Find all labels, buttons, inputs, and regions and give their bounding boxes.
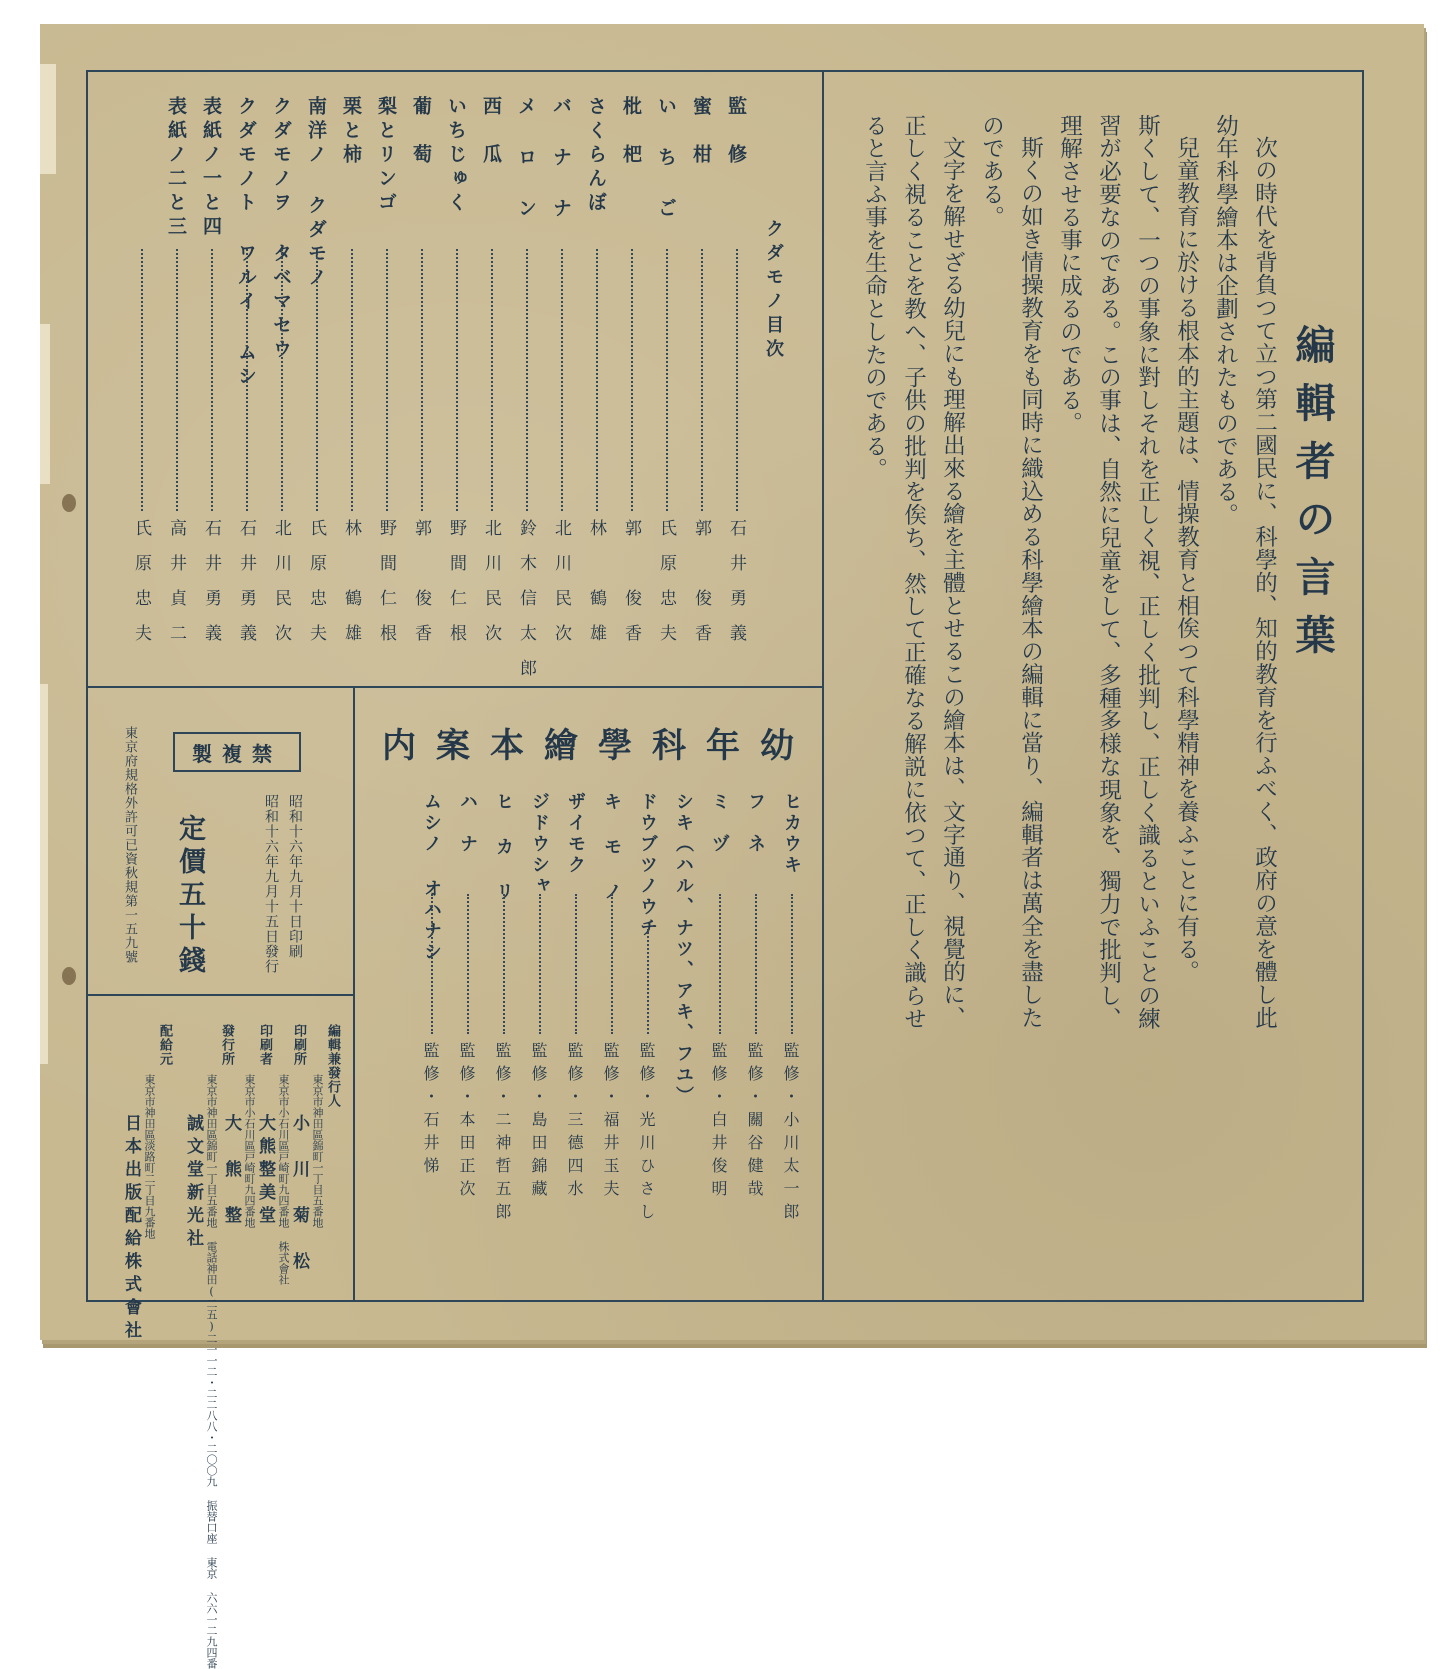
staff-address: 東京市神田區錦町一丁目五番地 bbox=[311, 1074, 324, 1228]
toc-title: クダモノ目次 bbox=[763, 219, 784, 363]
guide-entry-supervisor: 監修・島田錦藏 bbox=[529, 1042, 548, 1203]
editor-words-line: 斯くの如き情操教育をも同時に織込める科學繪本の編輯に當り、編輯者は萬全を盡した bbox=[1017, 136, 1044, 1030]
guide-entry-supervisor: 監修・三德四水 bbox=[565, 1042, 584, 1203]
toc-entry-name: 郭 俊香 bbox=[691, 519, 711, 659]
guide-leader-dots bbox=[539, 894, 541, 1034]
staff-role: 印刷者 bbox=[257, 1024, 272, 1066]
guide-entry-title: フ ネ bbox=[745, 792, 766, 855]
guide-leader-dots bbox=[719, 894, 721, 1034]
staff-role: 發行所 bbox=[219, 1024, 234, 1066]
binding-hole-icon bbox=[62, 967, 76, 985]
staff-address: 東京市神田區淡路町二丁目九番地 bbox=[143, 1074, 156, 1239]
staff-address: 東京市小石川區戸崎町九四番地 bbox=[243, 1074, 256, 1228]
toc-entry-title: 蜜 柑 bbox=[690, 96, 712, 168]
toc-entry-name: 林 鶴雄 bbox=[341, 519, 361, 659]
toc-entry-name: 石井勇義 bbox=[201, 519, 221, 659]
toc-leader-dots bbox=[246, 249, 248, 511]
staff-role: 編輯兼發行人 bbox=[325, 1024, 340, 1108]
staff-name: 小 川 菊 松 bbox=[289, 1114, 309, 1275]
torn-edge bbox=[40, 64, 56, 174]
guide-leader-dots bbox=[791, 894, 793, 1034]
guide-entry-title: ムシノ オハナシ bbox=[421, 792, 442, 963]
guide-entry-supervisor: 監修・光川ひさし bbox=[637, 1042, 656, 1226]
guide-entry-title: シキ（ハル、ナツ、アキ、フユ） bbox=[673, 792, 694, 1107]
issue-date: 昭和十六年九月十五日發行 bbox=[263, 794, 279, 974]
toc-leader-dots bbox=[526, 249, 528, 511]
guide-title: 幼年科學繪本案内 bbox=[382, 726, 814, 766]
guide-entry-title: ヒカウキ bbox=[781, 792, 802, 876]
toc-leader-dots bbox=[701, 249, 703, 511]
toc-entry-title: 梨とリンゴ bbox=[375, 96, 397, 216]
toc-entry-title: 栗と柿 bbox=[340, 96, 362, 168]
toc-entry-name: 石井勇義 bbox=[726, 519, 746, 659]
toc-entry-title: い ち ご bbox=[655, 96, 677, 222]
toc-leader-dots bbox=[596, 249, 598, 511]
editor-words-line: 文字を解せざる幼兒にも理解出來る繪を主體とせるこの繪本は、文字通り、視覺的に、 bbox=[939, 136, 966, 1030]
price: 定價五十錢 bbox=[174, 814, 205, 979]
toc-leader-dots bbox=[666, 249, 668, 511]
editor-words-line: 理解させる事に成るのである。 bbox=[1056, 114, 1083, 435]
torn-edge bbox=[40, 324, 50, 484]
guide-leader-dots bbox=[575, 894, 577, 1034]
toc-entry-title: 監 修 bbox=[725, 96, 747, 168]
editor-words-line: のである。 bbox=[978, 114, 1005, 229]
toc-entry-title: メ ロ ン bbox=[515, 96, 537, 222]
stamp-text: 禁複製 bbox=[192, 741, 282, 766]
toc-entry-name: 郭 俊香 bbox=[621, 519, 641, 659]
toc-leader-dots bbox=[421, 249, 423, 511]
staff-name: 大 熊 整 bbox=[221, 1114, 241, 1229]
guide-leader-dots bbox=[611, 894, 613, 1034]
no-reproduction-stamp bbox=[173, 732, 301, 772]
divider-toc-bottom bbox=[86, 686, 824, 688]
toc-entry-name: 高井貞二 bbox=[166, 519, 186, 659]
torn-edge bbox=[40, 684, 48, 1064]
toc-entry-name: 野間仁根 bbox=[446, 519, 466, 659]
toc-leader-dots bbox=[386, 249, 388, 511]
toc-leader-dots bbox=[351, 249, 353, 511]
staff-name: 誠文堂新光社 bbox=[183, 1114, 203, 1252]
guide-entry-title: ドウブツノウチ bbox=[637, 792, 658, 939]
toc-leader-dots bbox=[316, 249, 318, 511]
toc-entry-name: 氏原忠夫 bbox=[131, 519, 151, 659]
toc-entry-title: クダモノト ワルイ ムシ bbox=[235, 96, 257, 390]
guide-entry-supervisor: 監修・小川太一郎 bbox=[781, 1042, 800, 1226]
toc-entry-name: 鈴木信太郎 bbox=[516, 519, 536, 694]
toc-leader-dots bbox=[211, 249, 213, 511]
guide-leader-dots bbox=[503, 894, 505, 1034]
binding-hole-icon bbox=[62, 494, 76, 512]
toc-entry-name: 北川民次 bbox=[551, 519, 571, 659]
staff-role: 印刷所 bbox=[291, 1024, 306, 1066]
toc-leader-dots bbox=[491, 249, 493, 511]
guide-entry-title: ザイモク bbox=[565, 792, 586, 876]
print-date: 昭和十六年九月十日印刷 bbox=[287, 794, 303, 959]
editor-words-line: 兒童教育に於ける根本的主題は、情操教育と相俟つて科學精神を養ふことに有る。 bbox=[1173, 136, 1200, 984]
toc-leader-dots bbox=[561, 249, 563, 511]
staff-address: 東京市小石川區戸崎町九四番地 株式會社 bbox=[277, 1074, 290, 1285]
toc-leader-dots bbox=[456, 249, 458, 511]
toc-entry-name: 北川民次 bbox=[481, 519, 501, 659]
toc-leader-dots bbox=[176, 249, 178, 511]
guide-leader-dots bbox=[647, 929, 649, 1034]
guide-entry-title: ミ ヅ bbox=[709, 792, 730, 855]
toc-entry-title: 表紙ノ一と四 bbox=[200, 96, 222, 240]
editor-words-line: 習が必要なのである。この事は、自然に兒童をして、多種多様な現象を、獨力で批判し、 bbox=[1095, 114, 1122, 1030]
staff-name: 日本出版配給株式會社 bbox=[121, 1114, 141, 1344]
toc-leader-dots bbox=[736, 249, 738, 511]
guide-entry-supervisor: 監修・關谷健哉 bbox=[745, 1042, 764, 1203]
toc-leader-dots bbox=[631, 249, 633, 511]
guide-leader-dots bbox=[431, 894, 433, 1034]
toc-entry-title: 南洋ノ クダモノ bbox=[305, 96, 327, 291]
guide-entry-title: キ モ ノ bbox=[601, 792, 622, 903]
toc-entry-title: バ ナ ナ bbox=[550, 96, 572, 222]
guide-entry-title: ジドウシャ bbox=[529, 792, 550, 897]
guide-entry-title: ハ ナ bbox=[457, 792, 478, 855]
toc-leader-dots bbox=[141, 249, 143, 511]
guide-entry-supervisor: 監修・白井俊明 bbox=[709, 1042, 728, 1203]
editor-words-line: 斯くして、一つの事象に對しそれを正しく視、正しく批判し、正しく識るといふことの練 bbox=[1134, 114, 1161, 1030]
guide-entry-supervisor: 監修・二神哲五郎 bbox=[493, 1042, 512, 1226]
toc-entry-name: 野間仁根 bbox=[376, 519, 396, 659]
toc-entry-name: 郭 俊香 bbox=[411, 519, 431, 659]
guide-entry-title: ヒ カ リ bbox=[493, 792, 514, 903]
divider-colophon-staff bbox=[86, 994, 354, 996]
guide-entry-supervisor: 監修・本田正次 bbox=[457, 1042, 476, 1203]
staff-address: 東京市神田區錦町一丁目五番地 電話神田(二五)二一一二・二二八八・二〇〇九 振替口座 東京 六六一二九四番 bbox=[205, 1074, 218, 1669]
guide-entry-supervisor: 監修・石井悌 bbox=[421, 1042, 440, 1180]
toc-entry-title: 葡 萄 bbox=[410, 96, 432, 168]
guide-leader-dots bbox=[467, 894, 469, 1034]
editor-words-line: 幼年科學繪本は企劃されたものである。 bbox=[1212, 114, 1239, 527]
permit-number: 東京府規格外許可已資秋規第一五九號 bbox=[122, 726, 137, 964]
editor-words-line: ると言ふ事を生命としたのである。 bbox=[861, 114, 888, 481]
editor-words-line: 正しく視ることを教へ、子供の批判を俟ち、然して正確なる解説に依つて、正しく識らせ bbox=[900, 114, 927, 1030]
toc-entry-name: 北川民次 bbox=[271, 519, 291, 659]
toc-entry-name: 氏原忠夫 bbox=[656, 519, 676, 659]
guide-entry-supervisor: 監修・福井玉夫 bbox=[601, 1042, 620, 1203]
toc-leader-dots bbox=[281, 249, 283, 511]
toc-entry-name: 林 鶴雄 bbox=[586, 519, 606, 659]
book-page bbox=[40, 24, 1424, 1669]
guide-leader-dots bbox=[755, 894, 757, 1034]
toc-entry-title: 西 瓜 bbox=[480, 96, 502, 168]
editor-words-heading: 編輯者の言葉 bbox=[1289, 324, 1336, 672]
editor-words-line: 次の時代を背負つて立つ第二國民に、科學的、知的教育を行ふべく、政府の意を體し此 bbox=[1251, 136, 1278, 1030]
staff-role: 配給元 bbox=[157, 1024, 172, 1066]
toc-entry-title: クダモノヲ タベマセウ bbox=[270, 96, 292, 363]
toc-entry-title: 枇 杷 bbox=[620, 96, 642, 168]
toc-entry-title: いちじゅく bbox=[445, 96, 467, 216]
toc-entry-title: さくらんぼ bbox=[585, 96, 607, 216]
staff-name: 大熊整美堂 bbox=[255, 1114, 275, 1229]
toc-entry-name: 石井勇義 bbox=[236, 519, 256, 659]
toc-entry-name: 氏原忠夫 bbox=[306, 519, 326, 659]
toc-entry-title: 表紙ノ二と三 bbox=[165, 96, 187, 240]
